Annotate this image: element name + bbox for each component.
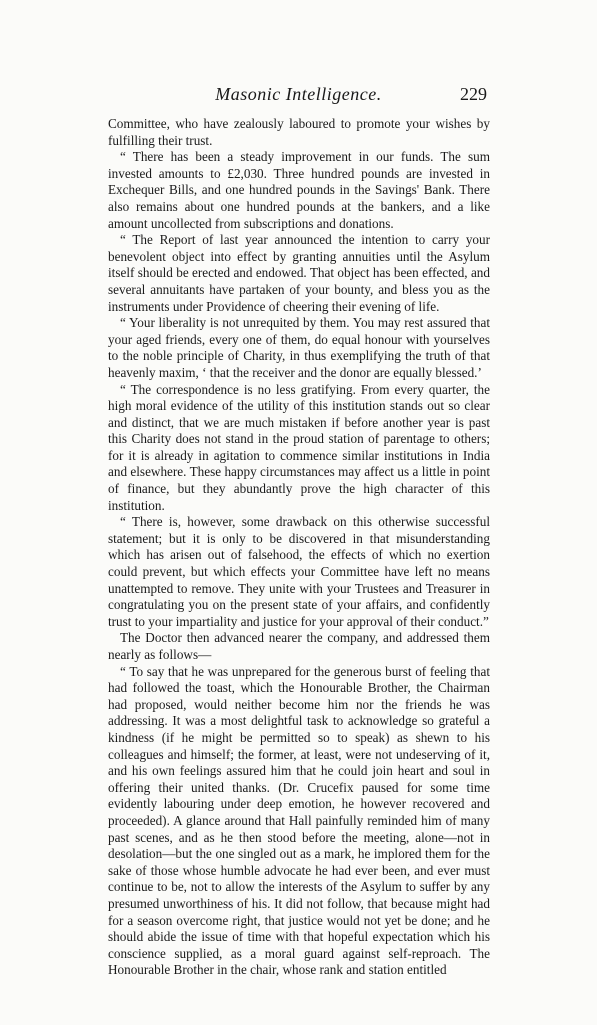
paragraph: “ There is, however, some drawback on this otherwise successful statement; but it is only to be discovered in that misunderstanding which has arisen out of falsehood, the effects of which no exertion could prevent, but which effects your Committee have left no means unattempted to remove. They unite with your Trustees and Treasurer in congratulating you on the present state of your affairs, and confidently trust to your impartiality and justice for your approval of their conduct.”	[108, 514, 490, 629]
paragraph: The Doctor then advanced nearer the company, and addressed them nearly as follows—	[108, 630, 490, 662]
paragraph: Committee, who have zealously laboured to promote your wishes by fulfilling their trust.	[108, 116, 490, 148]
paragraph: “ The Report of last year announced the intention to carry your benevolent object into effect by granting annuities until the Asylum itself should be erected and endowed. That object has been effected, and several annuitants have partaken of your bounty, and bless you as the instruments under Providence of cheering their evening of life.	[108, 232, 490, 314]
paragraph: “ There has been a steady improvement in our funds. The sum invested amounts to £2,030. Three hundred pounds are invested in Exchequer Bills, and one hundred pounds in the Savings' Bank. There also remains about one hundred pounds at the bankers, and a like amount uncollected from subscriptions and donations.	[108, 149, 490, 231]
paragraph: “ The correspondence is no less gratifying. From every quarter, the high moral evidence of the utility of this institution stands out so clear and distinct, that we are much mistaken if before another year is past this Charity does not stand in the proud station of parentage to others; for it is already in agitation to commence similar institutions in India and elsewhere. These happy circumstances may affect us a little in point of finance, but they abundantly prove the high character of this institution.	[108, 381, 490, 513]
running-title: Masonic Intelligence.	[215, 84, 382, 104]
paragraph: “ Your liberality is not unrequited by them. You may rest assured that your aged friends, every one of them, do equal honour with yourselves to the noble principle of Charity, in thus exemplifying the truth of that heavenly maxim, ‘ that the receiver and the donor are equally blessed.’	[108, 315, 490, 380]
body-text	[108, 116, 490, 979]
page-number: 229	[460, 84, 487, 104]
running-head	[0, 84, 597, 110]
paragraph: “ To say that he was unprepared for the generous burst of feeling that had followed the toast, which the Honourable Brother, the Chairman had proposed, would neither become him nor the friends he was addressing. It was a most delightful task to acknowledge so grateful a kindness (if he might be permitted so to speak) as shewn to his colleagues and himself; the former, at least, were not undeserving of it, and his own feelings assured him that he could join heart and soul in offering their united thanks. (Dr. Crucefix paused for some time evidently labouring under deep emotion, he however recovered and proceeded). A glance around that Hall painfully reminded him of many past scenes, and as he then stood before the meeting, alone—not in desolation—but the one singled out as a mark, he implored them for the sake of those whose humble advocate he had ever been, and ever must continue to be, not to allow the interests of the Asylum to suffer by any presumed unworthiness of his. It did not follow, that because might had for a season overcome right, that justice would not yet be done; and he should abide the issue of time with that hopeful expectation which his conscience supplied, as a moral guard against self-reproach. The Honourable Brother in the chair, whose rank and station entitled	[108, 663, 490, 978]
